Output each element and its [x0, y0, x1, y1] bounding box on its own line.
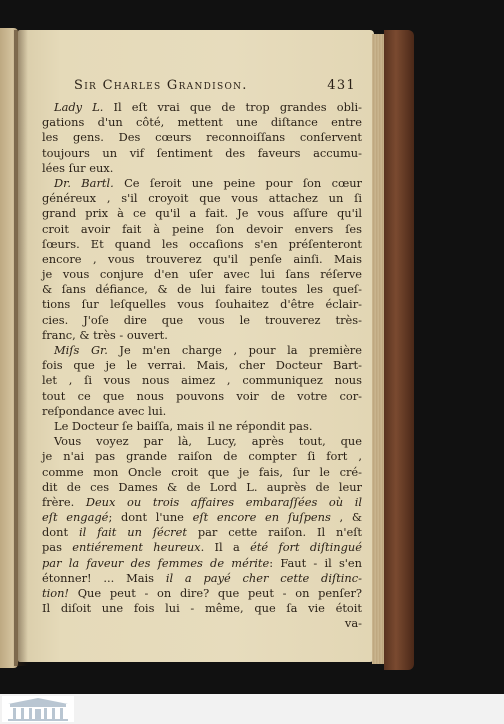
text-segment: Le Docteur ſe baiſſa, mais il ne répondit pas.: [54, 418, 313, 433]
text-line: [42, 616, 362, 631]
text-line: [42, 100, 362, 115]
text-segment: Vous voyez par là, Lucy, après tout, que: [54, 434, 362, 449]
text-line: [42, 419, 362, 434]
text-segment: ſœurs. Et quand les occaſions s'en préſenteront: [42, 236, 362, 251]
text-line: [42, 343, 362, 358]
text-segment: tout ce que nous pouvons voir de votre cor-: [42, 388, 362, 403]
text-segment: va-: [344, 616, 362, 631]
text-line: [42, 540, 362, 555]
italic-text: eſt encore en ſuſpens: [192, 510, 331, 525]
text-line: [42, 252, 362, 267]
text-segment: & ſans défiance, & de lui faire toutes les queſ-: [42, 282, 362, 297]
text-segment: croit avoir fait à peine ſon devoir envers ſes: [42, 221, 362, 236]
text-segment: ; dont l'une: [108, 510, 193, 525]
text-segment: je n'ai pas grande raiſon de compter ſi fort ,: [42, 449, 362, 464]
text-segment: Il eſt vrai que de trop grandes obli-: [103, 100, 363, 114]
text-line: [42, 313, 362, 328]
text-line: [42, 130, 362, 145]
text-line: [42, 601, 362, 616]
text-segment: let , ſi vous nous aimez , communiquez nous: [42, 373, 362, 388]
text-segment: pas: [42, 540, 73, 555]
text-line: [42, 297, 362, 312]
italic-text: Dr. Bartl.: [54, 175, 114, 190]
text-line: [42, 176, 362, 191]
text-segment: , &: [330, 510, 362, 525]
text-segment: . Il a: [200, 540, 251, 555]
text-segment: grand prix à ce qu'il a fait. Je vous aſſure qu'il: [42, 206, 362, 221]
text-line: [42, 586, 362, 601]
text-line: [42, 389, 362, 404]
text-segment: tions ſur leſquelles vous ſouhaitez d'être éclair-: [42, 297, 362, 312]
text-line: [42, 556, 362, 571]
text-body: [42, 100, 362, 632]
italic-text: il fait un ſécret: [78, 525, 187, 540]
text-segment: cies. J'oſe dire que vous le trouverez très-: [42, 312, 362, 327]
running-title: Sir Charles Grandison.: [74, 78, 248, 93]
text-segment: franc, & très - ouvert.: [42, 327, 168, 342]
text-segment: lées ſur eux.: [42, 160, 114, 175]
text-segment: frère.: [42, 494, 86, 509]
text-line: [42, 237, 362, 252]
text-segment: gations d'un côté, mettent une diſtance entre: [42, 115, 362, 130]
text-segment: reſpondance avec lui.: [42, 403, 167, 418]
text-segment: je vous conjure d'en uſer avec lui ſans réſerve: [42, 267, 362, 282]
text-segment: Que peut - on dire? que peut - on penſer?: [69, 586, 362, 600]
text-line: [42, 146, 362, 161]
text-segment: les gens. Des cœurs reconnoiſſans conſervent: [42, 130, 362, 145]
text-segment: Ce ſeroit une peine pour ſon cœur: [113, 175, 363, 190]
text-line: [42, 373, 362, 388]
text-line: [42, 115, 362, 130]
text-segment: étonner! ... Mais: [42, 570, 166, 585]
text-line: [42, 404, 362, 419]
italic-text: il a payé cher cette diſtinc-: [165, 570, 362, 585]
text-segment: par cette raiſon. Il n'eſt: [186, 525, 363, 540]
italic-text: Miſs Gr.: [54, 343, 108, 357]
page-number: 431: [327, 78, 356, 93]
text-segment: : Faut - il s'en: [269, 555, 363, 570]
text-segment: toujours un vif ſentiment des faveurs accumu-: [42, 145, 362, 160]
text-line: [42, 510, 362, 525]
text-line: [42, 358, 362, 373]
text-segment: dit de ces Dames & de Lord L. auprès de leur: [42, 479, 362, 494]
text-line: [42, 222, 362, 237]
text-segment: dont: [42, 525, 79, 540]
text-line: [42, 571, 362, 586]
italic-text: entiérement heureux: [72, 540, 201, 555]
text-line: [42, 328, 362, 343]
text-line: [42, 495, 362, 510]
library-building-icon: [2, 696, 74, 722]
text-line: [42, 525, 362, 540]
binding-shadow: [14, 30, 28, 666]
text-line: [42, 434, 362, 449]
text-line: [42, 465, 362, 480]
italic-text: Lady L.: [54, 100, 104, 114]
text-segment: fois que je le verrai. Mais, cher Docteur Bart-: [42, 358, 362, 373]
viewer-footer-bar: [0, 694, 504, 724]
book-cover: [384, 30, 414, 670]
text-line: [42, 480, 362, 495]
italic-text: eſt engagé: [42, 510, 109, 525]
text-segment: encore , vous trouverez qu'il penſe ainſi. Mais: [42, 251, 362, 266]
text-line: [42, 267, 362, 282]
italic-text: tion!: [42, 586, 69, 600]
text-segment: généreux , s'il croyoit que vous attachez un ſi: [42, 191, 362, 206]
text-line: [42, 449, 362, 464]
text-line: [42, 282, 362, 297]
italic-text: par la faveur des femmes de mérite: [42, 555, 270, 570]
italic-text: été fort diſtingué: [250, 540, 362, 555]
text-segment: Je m'en charge , pour la première: [107, 343, 362, 357]
running-header: [56, 78, 356, 96]
text-line: [42, 161, 362, 176]
text-line: [42, 191, 362, 206]
text-segment: comme mon Oncle croit que je fais, ſur le cré-: [42, 464, 362, 479]
text-line: [42, 206, 362, 221]
italic-text: Deux ou trois affaires embaraſſées où il: [85, 494, 362, 509]
text-segment: Il diſoit une fois lui - même, que ſa vie étoit: [42, 601, 362, 616]
